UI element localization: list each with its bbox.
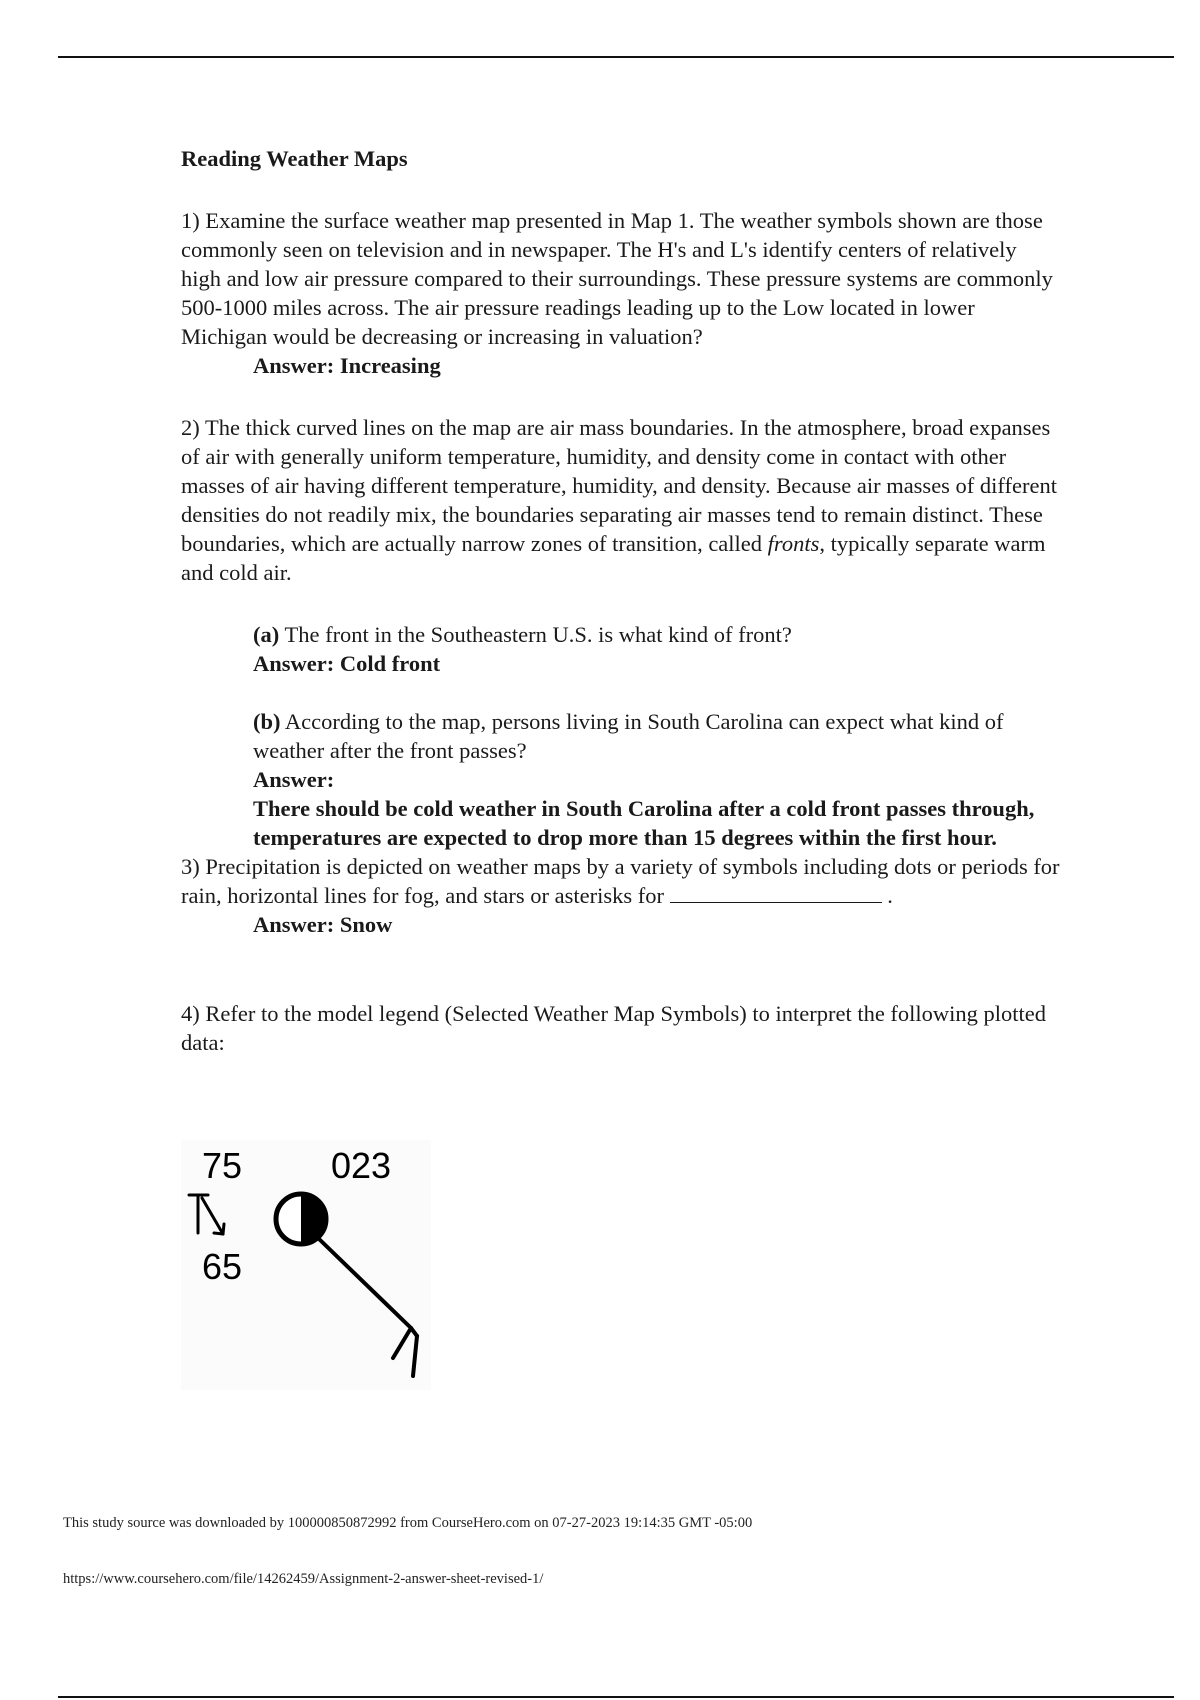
station-model-diagram: [181, 1140, 431, 1390]
question-3-text: [181, 852, 1061, 910]
question-3-body: 3) Precipitation is depicted on weather maps by a variety of symbols including dots or periods for rain, horizontal lines for fog, and stars or asterisks for: [181, 854, 1060, 908]
temperature-value: 75: [202, 1145, 243, 1186]
download-notice: This study source was downloaded by 100000850872992 from CourseHero.com on 07-27-2023 19:14:35 GMT -05:00: [63, 1515, 753, 1531]
question-2a-answer: Answer: Cold front: [253, 651, 441, 676]
document-title: Reading Weather Maps: [181, 146, 408, 171]
top-rule: [58, 56, 1174, 58]
question-2-text-part2: , typically separate warm and cold air.: [181, 531, 1046, 585]
question-3-end: .: [881, 883, 893, 908]
wind-barb-icon: [318, 1238, 417, 1376]
question-3-answer: Answer: Snow: [253, 912, 393, 937]
question-2a: [181, 620, 1061, 649]
question-1-answer: Answer: Increasing: [253, 353, 441, 378]
question-2b-answer-label: Answer:: [253, 767, 335, 792]
bottom-rule: [58, 1696, 1174, 1698]
question-2b: [181, 707, 1061, 765]
source-url: https://www.coursehero.com/file/14262459/Assignment-2-answer-sheet-revised-1/: [63, 1571, 544, 1587]
station-model: [181, 1140, 431, 1390]
question-2b-text: According to the map, persons living in South Carolina can expect what kind of weather after the front passes?: [253, 709, 1004, 763]
question-2a-label: (a): [253, 622, 280, 647]
question-2a-text: The front in the Southeastern U.S. is what kind of front?: [279, 622, 792, 647]
question-2b-answer: There should be cold weather in South Carolina after a cold front passes through, temperatures are expected to drop more than 15 degrees within the first hour.: [253, 796, 1035, 850]
fronts-term: fronts: [767, 531, 820, 556]
pressure-value: 023: [331, 1145, 392, 1186]
question-4-text: 4) Refer to the model legend (Selected Weather Map Symbols) to interpret the following plotted data:: [181, 1001, 1047, 1055]
question-1-text: 1) Examine the surface weather map presented in Map 1. The weather symbols shown are those commonly seen on television and in newspaper. The H's and L's identify centers of relatively high and low air pressure compared to their surroundings. These pressure systems are commonly 500-1000 miles across. The air pressure readings leading up to the Low located in lower Michigan would be decreasing or increasing in valuation?: [181, 208, 1053, 349]
question-2-text-part1: 2) The thick curved lines on the map are air mass boundaries. In the atmosphere, broad expanses of air with generally uniform temperature, humidity, and density come in contact with other masses of air having different temperature, humidity, and density. Because air masses of different densities do not readily mix, the boundaries separating air masses tend to remain distinct. These boundaries, which are actually narrow zones of transition, called: [181, 415, 1057, 556]
answer-blank: [670, 882, 882, 903]
document-body: [181, 144, 1061, 1057]
weather-symbol-icon: [189, 1195, 224, 1234]
dew-point-value: 65: [202, 1246, 243, 1287]
question-2-text: [181, 413, 1061, 587]
question-2b-label: (b): [253, 709, 281, 734]
